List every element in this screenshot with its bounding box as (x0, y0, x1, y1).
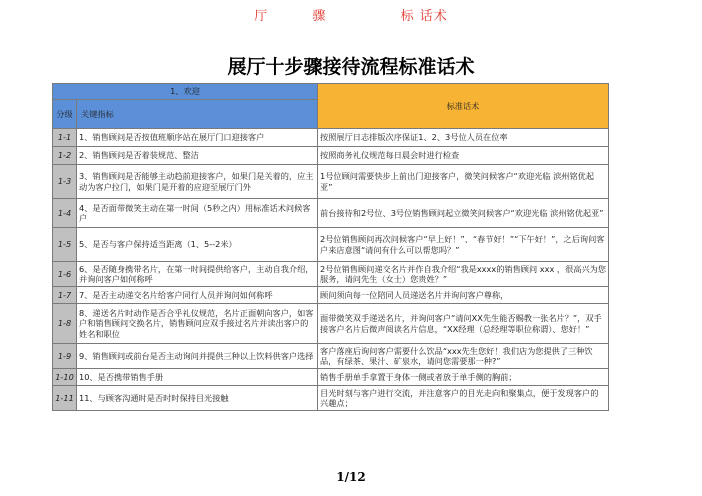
row-indicator: 11、与顾客沟通时是否时时保持目光接触 (77, 386, 318, 411)
row-standard-script: 2号位销售顾问递交名片并作自我介绍“我是xxxx的销售顾问 xxx ，很高兴为您服务，请问先生（女士）您贵姓？” (318, 262, 609, 287)
standard-script-table (52, 83, 609, 411)
row-indicator: 10、是否携带销售手册 (77, 369, 318, 386)
row-indicator: 6、是否随身携带名片，在第一时间提供给客户，主动自我介绍，并询问客户如何称呼 (77, 262, 318, 287)
standard-script-header: 标准话术 (318, 84, 609, 129)
page-number: 1/12 (336, 470, 366, 484)
row-standard-script: 1号位顾问需要快步上前出门迎接客户，微笑问候客户“欢迎光临 滨州铭优起亚” (318, 165, 609, 199)
row-standard-script: 面带微笑双手递送名片，并询问客户“请问XX先生能否赐教一张名片？”，双手接客户名片后微声阅读名片信息，“XX经理（总经理等职位称谓）、您好！” (318, 304, 609, 344)
table-row (53, 129, 609, 147)
row-standard-script: 按照商务礼仪规范每日晨会时进行检查 (318, 147, 609, 165)
row-indicator: 7、是否主动递交名片给客户同行人员并询问如何称呼 (77, 287, 318, 304)
row-standard-script: 前台接待和2号位、3号位销售顾问起立微笑问候客户“欢迎光临 滨州铭优起亚” (318, 199, 609, 228)
table-row (53, 344, 609, 369)
table-row (53, 147, 609, 165)
table-row (53, 262, 609, 287)
level-header: 分级 (53, 100, 77, 129)
key-indicator-header: 关键指标 (77, 100, 318, 129)
row-code: 1-6 (53, 262, 77, 287)
row-code: 1-9 (53, 344, 77, 369)
row-indicator: 4、是否面带微笑主动在第一时间（5秒之内）用标准话术问候客户 (77, 199, 318, 228)
running-header (0, 0, 702, 30)
row-indicator: 1、销售顾问是否按值班顺序站在展厅门口迎接客户 (77, 129, 318, 147)
row-standard-script: 目光时刻与客户进行交流，并注意客户的目光走向和聚集点，便于发现客户的兴趣点； (318, 386, 609, 411)
section-header-row (53, 84, 609, 100)
section-title: 1、欢迎 (53, 84, 318, 100)
table-row (53, 304, 609, 344)
row-code: 1-3 (53, 165, 77, 199)
row-code: 1-11 (53, 386, 77, 411)
row-code: 1-8 (53, 304, 77, 344)
row-standard-script: 顾问须向每一位陪同人员递送名片并询问客户尊称， (318, 287, 609, 304)
row-standard-script: 销售手册单手拿置于身体一侧或者放于单手侧的胸前； (318, 369, 609, 386)
row-standard-script: 客户落座后询问客户需要什么饮品“xxx先生您好！我们店为您提供了三种饮品，有绿茶、果汁、矿泉水，请问您需要那一种?” (318, 344, 609, 369)
table-row (53, 165, 609, 199)
row-indicator: 9、销售顾问或前台是否主动询问并提供三种以上饮料供客户选择 (77, 344, 318, 369)
row-indicator: 2、销售顾问是否着装规范、整洁 (77, 147, 318, 165)
row-indicator: 5、是否与客户保持适当距离（1、5--2米） (77, 228, 318, 262)
row-code: 1-5 (53, 228, 77, 262)
row-indicator: 8、递送名片时动作是否合乎礼仪规范，名片正面朝向客户，如客户和销售顾问交换名片，销售顾问应双手接过名片并读出客户的姓名和职位 (77, 304, 318, 344)
row-code: 1-4 (53, 199, 77, 228)
page-title: 展厅十步骤接待流程标准话术 (227, 56, 475, 78)
running-header-mid: 骤 (312, 9, 327, 24)
row-standard-script: 2号位销售顾问再次问候客户“早上好！”、“春节好！”“下午好！”，之后询问客户来店意图“请问有什么可以帮您吗？” (318, 228, 609, 262)
table-row (53, 228, 609, 262)
row-standard-script: 按照展厅日志排版次序保证1、2、3号位人员在位率 (318, 129, 609, 147)
table-row (53, 287, 609, 304)
row-code: 1-1 (53, 129, 77, 147)
row-indicator: 3、销售顾问是否能够主动趋前迎接客户，如果门是关着的，应主动为客户拉门，如果门是开着的应迎至展厅门外 (77, 165, 318, 199)
row-code: 1-2 (53, 147, 77, 165)
row-code: 1-10 (53, 369, 77, 386)
running-header-left: 厅 (254, 9, 269, 24)
table-row (53, 369, 609, 386)
running-header-right: 标 话术 (400, 9, 448, 24)
table-row (53, 199, 609, 228)
row-code: 1-7 (53, 287, 77, 304)
table-row (53, 386, 609, 411)
